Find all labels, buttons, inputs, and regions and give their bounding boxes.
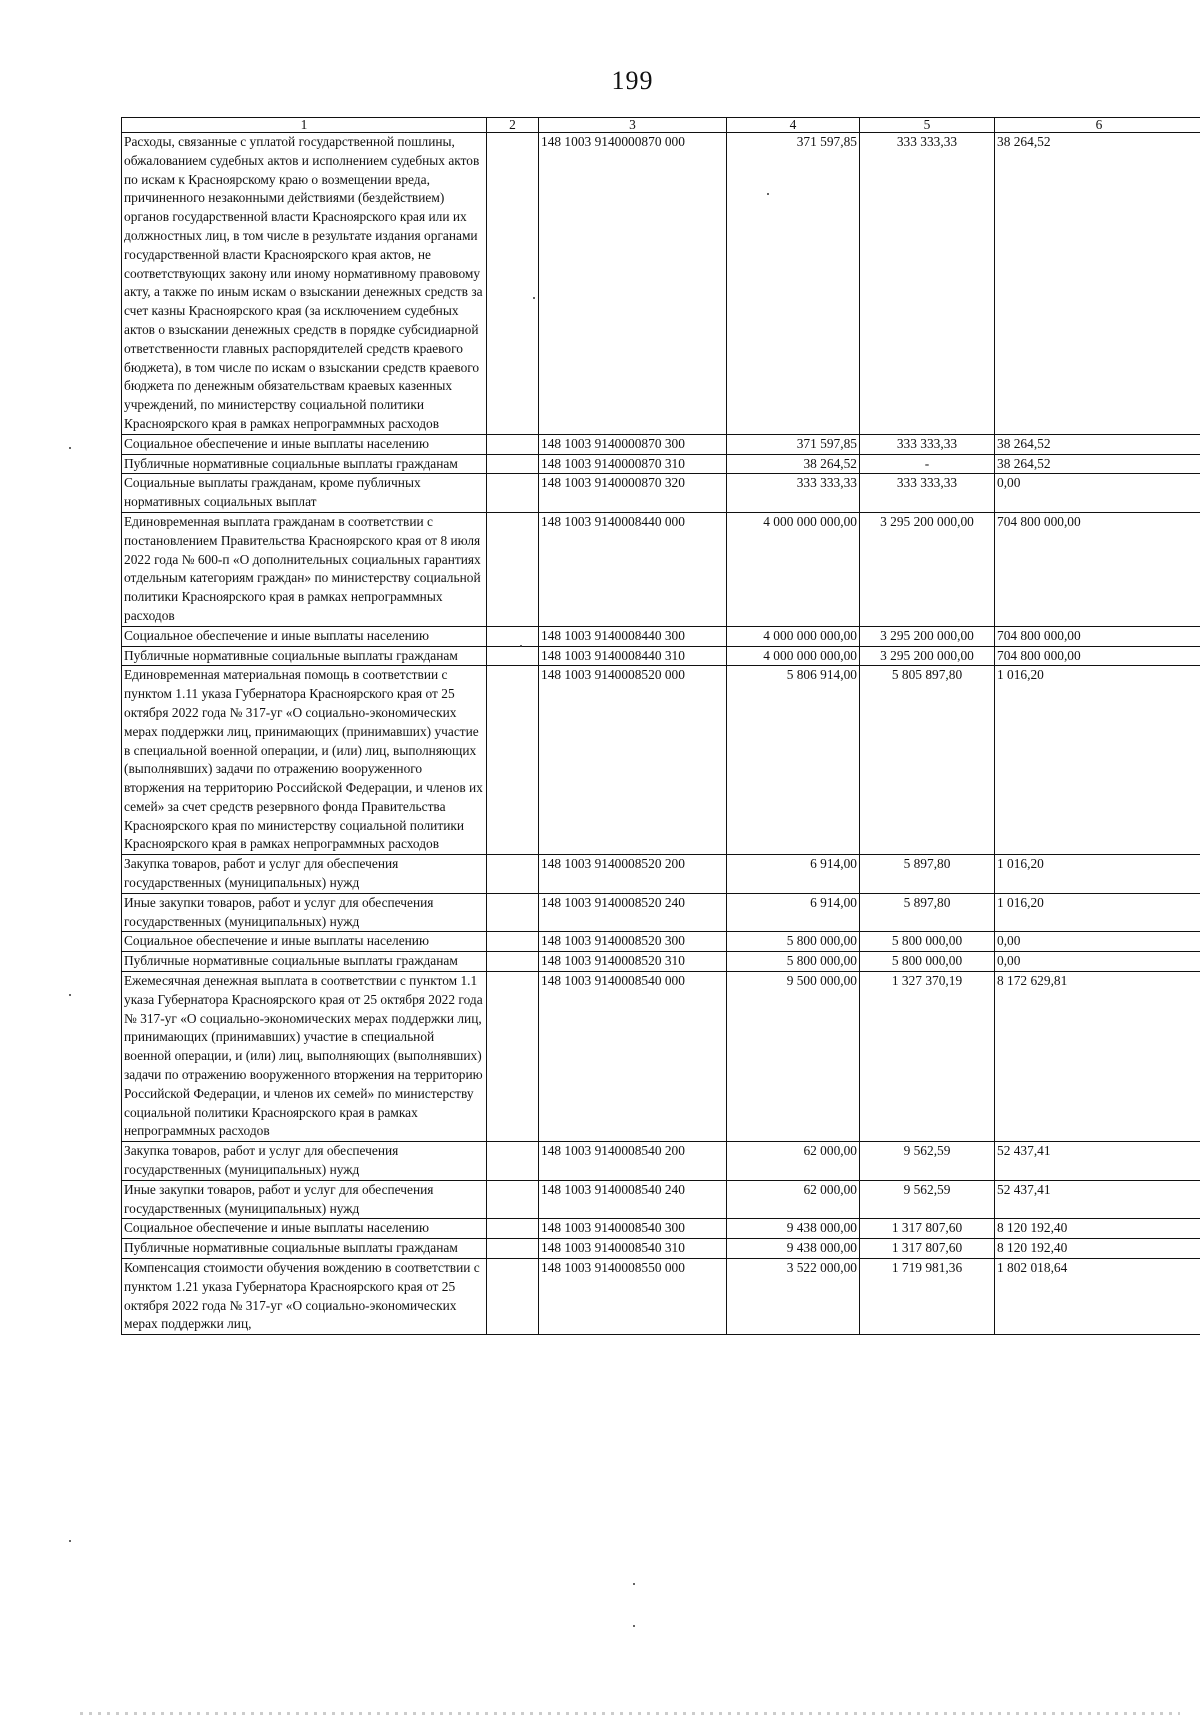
- row-value-col6: 38 264,52: [995, 133, 1200, 435]
- row-value-col4: 9 438 000,00: [727, 1239, 860, 1259]
- row-name-cell: Компенсация стоимости обучения вождению в соответствии с пунктом 1.21 указа Губернатора Красноярского края от 25 октября 2022 года № 317-уг «О социально-экономических мерах поддержки лиц,: [122, 1259, 487, 1335]
- row-value-col6: 8 120 192,40: [995, 1239, 1200, 1259]
- header-cell: 1: [122, 118, 487, 133]
- row-value-col5: 5 897,80: [860, 855, 995, 894]
- row-code-cell: 148 1003 9140008540 310: [539, 1239, 727, 1259]
- row-col2-cell: [487, 893, 539, 932]
- row-value-col6: 1 802 018,64: [995, 1259, 1200, 1335]
- scan-speck: [767, 193, 769, 195]
- row-value-col4: 4 000 000 000,00: [727, 512, 860, 626]
- row-code-cell: 148 1003 9140000870 000: [539, 133, 727, 435]
- row-name-cell: Публичные нормативные социальные выплаты гражданам: [122, 454, 487, 474]
- row-col2-cell: [487, 1239, 539, 1259]
- row-name-cell: Ежемесячная денежная выплата в соответствии с пунктом 1.1 указа Губернатора Красноярского края от 25 октября 2022 года № 317-уг «О социально-экономических мерах поддержки лиц, принимающих (принимавших) участие в специальной военной операции, и (или) лиц, выполняющих (выполнявших) задачи по отражению вооруженного вторжения на территорию Российской Федерации, и членов их семей» по министерству социальной политики Красноярского края в рамках непрограммных расходов: [122, 972, 487, 1142]
- row-value-col4: 6 914,00: [727, 893, 860, 932]
- header-cell: 6: [995, 118, 1200, 133]
- row-name-cell: Единовременная материальная помощь в соответствии с пунктом 1.11 указа Губернатора Красноярского края от 25 октября 2022 года № 317-уг «О социально-экономических мерах поддержки лиц, принимающих (принимавших) участие в специальной военной операции, и (или) лиц, выполняющих (выполнявших) задачи по отражению вооруженного вторжения на территорию Российской Федерации, и членов их семей» за счет средств резервного фонда Правительства Красноярского края по министерству социальной политики Красноярского края в рамках непрограммных расходов: [122, 666, 487, 855]
- row-col2-cell: [487, 972, 539, 1142]
- row-name-cell: Закупка товаров, работ и услуг для обеспечения государственных (муниципальных) нужд: [122, 1142, 487, 1181]
- row-value-col5: 3 295 200 000,00: [860, 512, 995, 626]
- row-value-col4: 4 000 000 000,00: [727, 646, 860, 666]
- row-code-cell: 148 1003 9140008520 200: [539, 855, 727, 894]
- row-col2-cell: [487, 646, 539, 666]
- row-value-col5: 5 897,80: [860, 893, 995, 932]
- row-value-col5: 5 800 000,00: [860, 952, 995, 972]
- table-header-row: [122, 118, 1200, 133]
- row-value-col5: 333 333,33: [860, 133, 995, 435]
- row-code-cell: 148 1003 9140008520 300: [539, 932, 727, 952]
- row-code-cell: 148 1003 9140000870 300: [539, 434, 727, 454]
- row-value-col4: 62 000,00: [727, 1142, 860, 1181]
- scan-speck: [633, 1583, 635, 1585]
- table-row: [122, 893, 1200, 932]
- row-value-col6: 1 016,20: [995, 666, 1200, 855]
- scan-speck: [69, 1540, 71, 1542]
- row-value-col6: 0,00: [995, 952, 1200, 972]
- row-col2-cell: [487, 512, 539, 626]
- table-row: [122, 133, 1200, 435]
- header-cell: 2: [487, 118, 539, 133]
- table-row: [122, 855, 1200, 894]
- row-value-col4: 38 264,52: [727, 454, 860, 474]
- row-value-col6: 38 264,52: [995, 454, 1200, 474]
- row-name-cell: Публичные нормативные социальные выплаты гражданам: [122, 1239, 487, 1259]
- table-row: [122, 952, 1200, 972]
- row-code-cell: 148 1003 9140008540 000: [539, 972, 727, 1142]
- row-value-col5: 333 333,33: [860, 434, 995, 454]
- row-name-cell: Иные закупки товаров, работ и услуг для обеспечения государственных (муниципальных) нужд: [122, 1180, 487, 1219]
- scan-speck: [633, 1625, 635, 1627]
- scan-speck: [533, 297, 535, 299]
- table-row: [122, 932, 1200, 952]
- row-value-col6: 704 800 000,00: [995, 646, 1200, 666]
- row-value-col5: 1 317 807,60: [860, 1219, 995, 1239]
- table-row: [122, 1239, 1200, 1259]
- row-value-col6: 8 120 192,40: [995, 1219, 1200, 1239]
- row-value-col4: 9 438 000,00: [727, 1219, 860, 1239]
- row-value-col5: 333 333,33: [860, 474, 995, 513]
- table-row: [122, 972, 1200, 1142]
- row-name-cell: Социальное обеспечение и иные выплаты населению: [122, 932, 487, 952]
- header-cell: 4: [727, 118, 860, 133]
- row-value-col4: 5 800 000,00: [727, 932, 860, 952]
- row-code-cell: 148 1003 9140008440 310: [539, 646, 727, 666]
- row-name-cell: Публичные нормативные социальные выплаты гражданам: [122, 952, 487, 972]
- row-col2-cell: [487, 133, 539, 435]
- row-col2-cell: [487, 1219, 539, 1239]
- row-code-cell: 148 1003 9140000870 320: [539, 474, 727, 513]
- scan-speck: [520, 645, 522, 647]
- budget-table: [121, 117, 1200, 1335]
- row-value-col6: 704 800 000,00: [995, 512, 1200, 626]
- row-value-col5: 1 327 370,19: [860, 972, 995, 1142]
- row-value-col4: 9 500 000,00: [727, 972, 860, 1142]
- table-row: [122, 1259, 1200, 1335]
- row-name-cell: Социальное обеспечение и иные выплаты населению: [122, 434, 487, 454]
- row-col2-cell: [487, 1180, 539, 1219]
- row-value-col5: 1 317 807,60: [860, 1239, 995, 1259]
- row-name-cell: Иные закупки товаров, работ и услуг для обеспечения государственных (муниципальных) нужд: [122, 893, 487, 932]
- row-code-cell: 148 1003 9140008440 000: [539, 512, 727, 626]
- row-code-cell: 148 1003 9140008540 300: [539, 1219, 727, 1239]
- table-row: [122, 474, 1200, 513]
- row-value-col6: 0,00: [995, 474, 1200, 513]
- table-row: [122, 666, 1200, 855]
- row-value-col6: 52 437,41: [995, 1180, 1200, 1219]
- table-row: [122, 1180, 1200, 1219]
- row-value-col4: 371 597,85: [727, 434, 860, 454]
- row-code-cell: 148 1003 9140008550 000: [539, 1259, 727, 1335]
- row-name-cell: Публичные нормативные социальные выплаты гражданам: [122, 646, 487, 666]
- header-cell: 5: [860, 118, 995, 133]
- scan-speck: [69, 447, 71, 449]
- row-col2-cell: [487, 952, 539, 972]
- row-value-col6: 0,00: [995, 932, 1200, 952]
- row-value-col4: 4 000 000 000,00: [727, 626, 860, 646]
- row-value-col5: 5 805 897,80: [860, 666, 995, 855]
- row-col2-cell: [487, 1142, 539, 1181]
- row-name-cell: Социальное обеспечение и иные выплаты населению: [122, 1219, 487, 1239]
- table-row: [122, 646, 1200, 666]
- row-col2-cell: [487, 434, 539, 454]
- row-col2-cell: [487, 1259, 539, 1335]
- row-code-cell: 148 1003 9140008540 200: [539, 1142, 727, 1181]
- row-value-col4: 6 914,00: [727, 855, 860, 894]
- row-col2-cell: [487, 855, 539, 894]
- row-value-col6: 704 800 000,00: [995, 626, 1200, 646]
- row-name-cell: Единовременная выплата гражданам в соответствии с постановлением Правительства Красноярского края от 8 июля 2022 года № 600-п «О дополнительных социальных гарантиях отдельным категориям граждан» по министерству социальной политики Красноярского края в рамках непрограммных расходов: [122, 512, 487, 626]
- scan-edge-noise: [80, 1712, 1180, 1715]
- table-row: [122, 512, 1200, 626]
- row-value-col4: 5 806 914,00: [727, 666, 860, 855]
- row-value-col6: 52 437,41: [995, 1142, 1200, 1181]
- row-code-cell: 148 1003 9140008520 310: [539, 952, 727, 972]
- row-value-col6: 38 264,52: [995, 434, 1200, 454]
- table-row: [122, 626, 1200, 646]
- row-value-col4: 3 522 000,00: [727, 1259, 860, 1335]
- row-code-cell: 148 1003 9140008440 300: [539, 626, 727, 646]
- row-col2-cell: [487, 454, 539, 474]
- row-code-cell: 148 1003 9140008540 240: [539, 1180, 727, 1219]
- row-code-cell: 148 1003 9140008520 000: [539, 666, 727, 855]
- row-value-col4: 5 800 000,00: [727, 952, 860, 972]
- row-name-cell: Закупка товаров, работ и услуг для обеспечения государственных (муниципальных) нужд: [122, 855, 487, 894]
- row-value-col4: 333 333,33: [727, 474, 860, 513]
- row-name-cell: Социальное обеспечение и иные выплаты населению: [122, 626, 487, 646]
- row-value-col5: 9 562,59: [860, 1180, 995, 1219]
- row-value-col5: 1 719 981,36: [860, 1259, 995, 1335]
- table-row: [122, 1219, 1200, 1239]
- row-value-col6: 8 172 629,81: [995, 972, 1200, 1142]
- row-value-col5: 3 295 200 000,00: [860, 646, 995, 666]
- row-name-cell: Расходы, связанные с уплатой государственной пошлины, обжалованием судебных актов и исполнением судебных актов по искам к Красноярскому краю о возмещении вреда, причиненного незаконными действиями (бездействием) органов государственной власти Красноярского края или их должностных лиц, в том числе в результате издания органами государственной власти Красноярского края актов, не соответствующих закону или иному нормативному правовому акту, а также по иным искам о взыскании денежных средств за счет казны Красноярского края (за исключением судебных актов о взыскании денежных средств в порядке субсидиарной ответственности главных распорядителей средств краевого бюджета), в том числе по искам о взыскании средств краевого бюджета по денежным обязательствам краевых казенных учреждений, по министерству социальной политики Красноярского края в рамках непрограммных расходов: [122, 133, 487, 435]
- table-row: [122, 1142, 1200, 1181]
- row-value-col5: -: [860, 454, 995, 474]
- table-row: [122, 434, 1200, 454]
- row-value-col4: 371 597,85: [727, 133, 860, 435]
- row-value-col6: 1 016,20: [995, 855, 1200, 894]
- row-col2-cell: [487, 626, 539, 646]
- row-value-col5: 3 295 200 000,00: [860, 626, 995, 646]
- scan-speck: [69, 994, 71, 996]
- row-value-col5: 5 800 000,00: [860, 932, 995, 952]
- row-col2-cell: [487, 932, 539, 952]
- row-code-cell: 148 1003 9140008520 240: [539, 893, 727, 932]
- row-value-col5: 9 562,59: [860, 1142, 995, 1181]
- row-col2-cell: [487, 474, 539, 513]
- header-cell: 3: [539, 118, 727, 133]
- row-col2-cell: [487, 666, 539, 855]
- page-number: 199: [611, 66, 654, 95]
- table-row: [122, 454, 1200, 474]
- row-name-cell: Социальные выплаты гражданам, кроме публичных нормативных социальных выплат: [122, 474, 487, 513]
- row-value-col6: 1 016,20: [995, 893, 1200, 932]
- row-code-cell: 148 1003 9140000870 310: [539, 454, 727, 474]
- row-value-col4: 62 000,00: [727, 1180, 860, 1219]
